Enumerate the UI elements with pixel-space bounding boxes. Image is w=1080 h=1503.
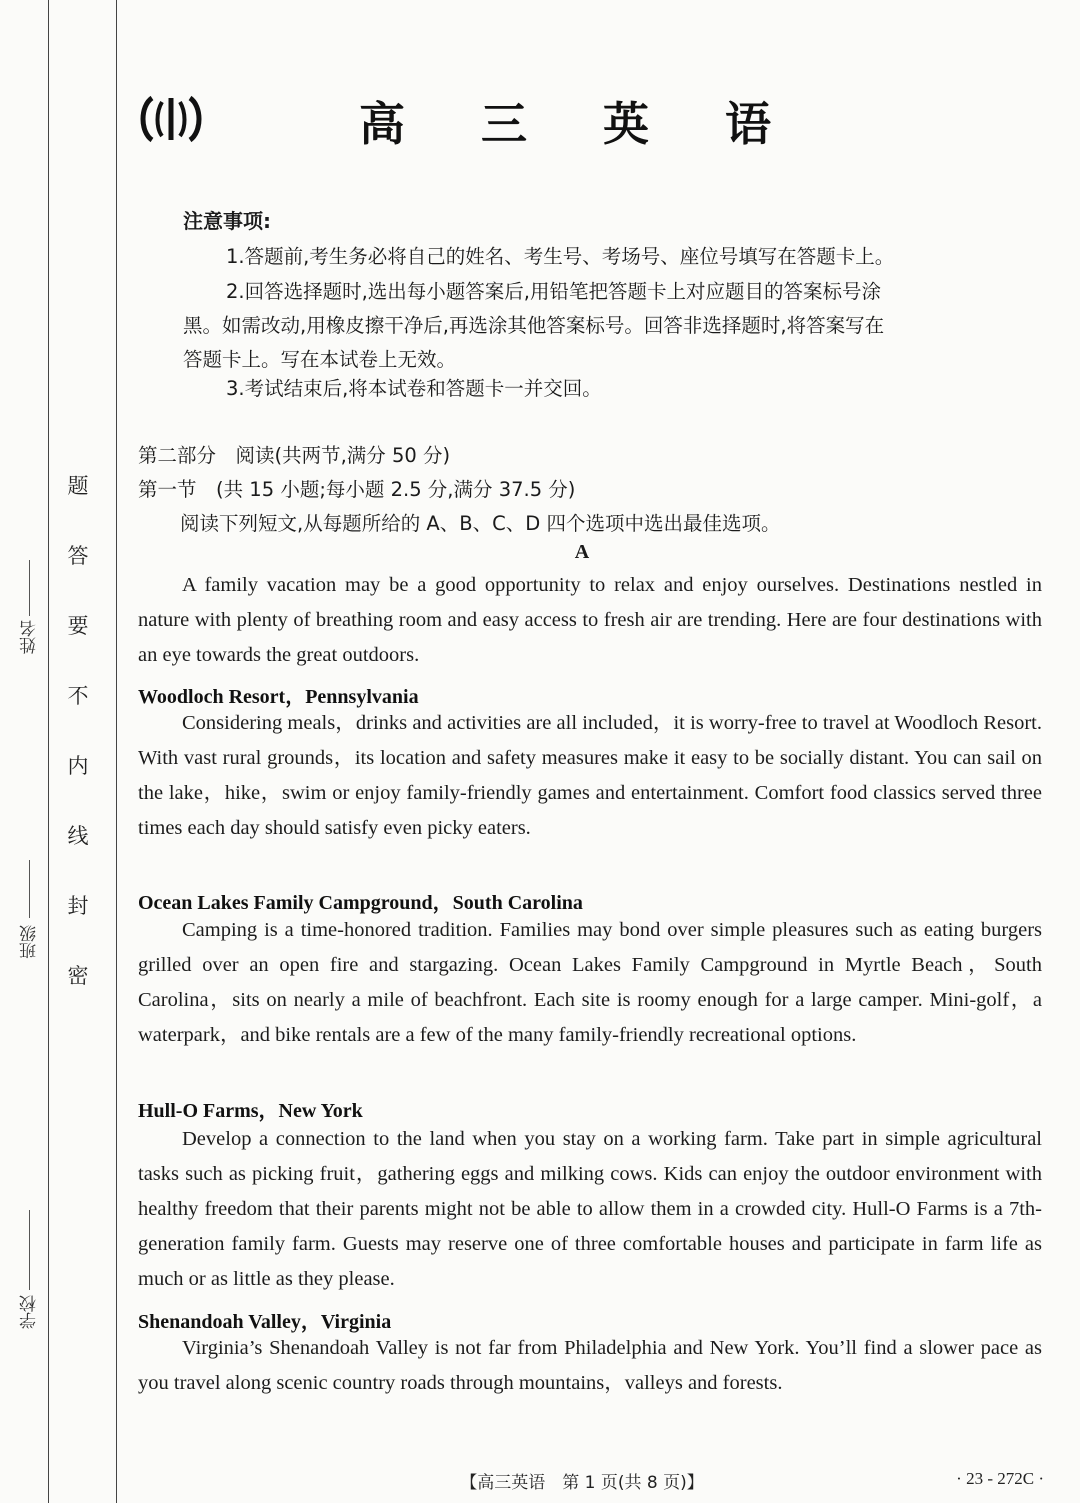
destination-heading: Hull-O Farms，New York	[138, 1100, 363, 1122]
subsection-heading: 第一节 (共 15 小题;每小题 2.5 分,满分 37.5 分)	[138, 478, 576, 501]
notes-heading: 注意事项:	[183, 209, 271, 233]
seal-char: 封	[67, 894, 89, 918]
seal-char: 不	[67, 684, 89, 708]
seal-char: 内	[67, 754, 89, 778]
note-line: 2.回答选择题时,选出每小题答案后,用铅笔把答题卡上对应题目的答案标号涂	[226, 280, 882, 303]
class-field-label: 班级	[20, 925, 40, 959]
destination-heading: Shenandoah Valley，Virginia	[138, 1311, 392, 1333]
class-field-line[interactable]	[29, 860, 30, 918]
destination-heading: Woodloch Resort，Pennsylvania	[138, 686, 419, 708]
school-field-line[interactable]	[29, 1210, 30, 1290]
destination-text: Considering meals，drinks and activities are all included，it is worry-free to travel at Woodloch Resort. With vast rural grounds，its location and safety measures make it easy to be socially distant. You can sail on the lake，hike，swim or enjoy family-friendly games and entertainment. Comfort food classics served three times each day should satisfy even picky eaters.	[138, 712, 1042, 839]
destination-text: Camping is a time-honored tradition. Families may bond over simple pleasures such as eating burgers grilled over an open fire and stargazing. Ocean Lakes Family Campground in Myrtle Beach，South Carolina，sits on nearly a mile of beachfront. Each site is roomy enough for a large camper. Mini-golf，a waterpark，and bike rentals are a few of the many family-friendly recreational options.	[138, 919, 1042, 1046]
note-line: 黑。如需改动,用橡皮擦干净后,再选涂其他答案标号。回答非选择题时,将答案写在	[183, 314, 885, 337]
part-heading: 第二部分 阅读(共两节,满分 50 分)	[138, 444, 451, 467]
seal-char: 题	[67, 474, 89, 498]
school-field-label: 学校	[20, 1295, 40, 1329]
binding-rule-outer	[48, 0, 49, 1503]
seal-char: 答	[67, 544, 89, 568]
seal-char: 要	[67, 614, 89, 638]
page-title: 高 三 英 语	[358, 97, 802, 151]
name-field-label: 姓名	[20, 620, 40, 654]
destination-text: Virginia’s Shenandoah Valley is not far from Philadelphia and New York. You’ll find a slower pace as you travel along scenic country roads through mountains，valleys and forests.	[138, 1337, 1042, 1394]
binding-rule-inner	[116, 0, 117, 1503]
passage-intro: A family vacation may be a good opportunity to relax and enjoy ourselves. Destinations nestled in nature with plenty of breathing room and easy access to fresh air are trending. Here are four destinations with an eye towards the great outdoors.	[138, 574, 1042, 666]
destination-heading: Ocean Lakes Family Campground，South Carolina	[138, 892, 583, 914]
seal-char: 线	[67, 824, 89, 848]
note-line: 1.答题前,考生务必将自己的姓名、考生号、考场号、座位号填写在答题卡上。	[226, 245, 895, 268]
page-footer: 【高三英语 第 1 页(共 8 页)】	[460, 1473, 704, 1493]
exam-code: · 23 - 272C ·	[956, 1469, 1044, 1488]
note-line: 3.考试结束后,将本试卷和答题卡一并交回。	[226, 377, 602, 400]
seal-char: 密	[67, 964, 89, 988]
destination-text: Develop a connection to the land when you stay on a working farm. Take part in simple agricultural tasks such as picking fruit，gathering eggs and milking cows. Kids can enjoy the outdoor environment with healthy freedom that their parents might not be able to allow them in a crowded city. Hull-O Farms is a 7th-generation family farm. Guests may reserve one of three comfortable houses and participate in farm life as much or as little as they please.	[138, 1128, 1042, 1290]
passage-letter: A	[574, 541, 590, 563]
name-field-line[interactable]	[29, 560, 30, 616]
instruction: 阅读下列短文,从每题所给的 A、B、C、D 四个选项中选出最佳选项。	[180, 512, 781, 535]
note-line: 答题卡上。写在本试卷上无效。	[183, 348, 457, 371]
